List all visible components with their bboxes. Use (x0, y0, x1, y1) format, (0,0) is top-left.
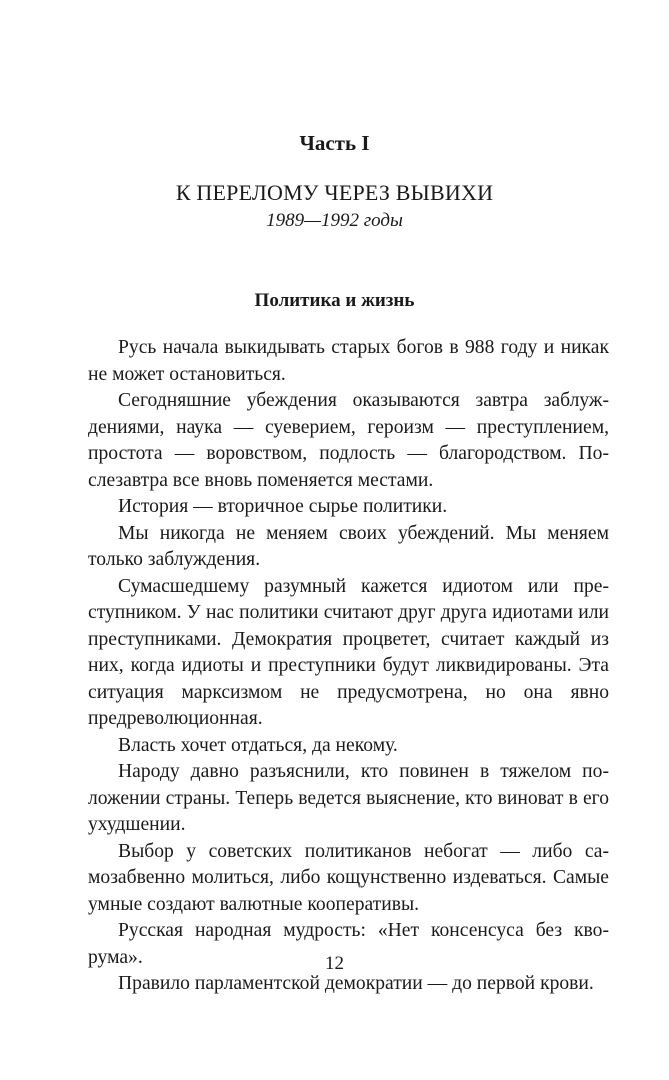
paragraph: Правило парламентской демократии — до первой крови. (118, 973, 594, 994)
paragraph: Сумасшедшему разумный кажется идиотом или преступником. У нас политики считают друг друга идиотами или преступниками. Демократия процветет, считает каждый из них, когда идиоты и преступники будут ликвидированы. Эта ситуация марксизмом не предусмотрена, но она явно предреволюционная. (88, 575, 609, 729)
paragraph: Русь начала выкидывать старых богов в 988 году и никак не может остановиться. (88, 337, 609, 385)
part-title: Часть I (299, 131, 370, 155)
paragraph: Мы никогда не меняем своих убеждений. Мы меняем только заблуждения. (88, 522, 609, 570)
paragraph: Сегодняшние убеждения оказываются завтра заблуждениями, наука — суеверием, героизм — преступлением, простота — воровством, подлость — благородством. Послезавтра все вновь поменяется местами. (88, 390, 609, 491)
paragraph: Власть хочет отдаться, да некому. (118, 734, 398, 756)
paragraph: Народу давно разъяснили, кто повинен в тяжелом положении страны. Теперь ведется выяснение, кто виноват в его ухудшении. (88, 761, 609, 835)
paragraph: Выбор у советских политиканов небогат — либо самозабвенно молиться, либо кощунственно издеваться. Самые умные создают валютные кооперативы. (88, 840, 609, 915)
paragraph: Русская народная мудрость: «Нет консенсуса без кворума». (88, 920, 609, 968)
body-text (88, 335, 609, 998)
chapter-years: 1989—1992 годы (266, 210, 403, 231)
section-title: Политика и жизнь (254, 290, 415, 311)
page-number: 12 (325, 953, 344, 974)
paragraph: История — вторичное сырье политики. (118, 496, 448, 517)
chapter-title: К ПЕРЕЛОМУ ЧЕРЕЗ ВЫВИХИ (175, 180, 494, 205)
